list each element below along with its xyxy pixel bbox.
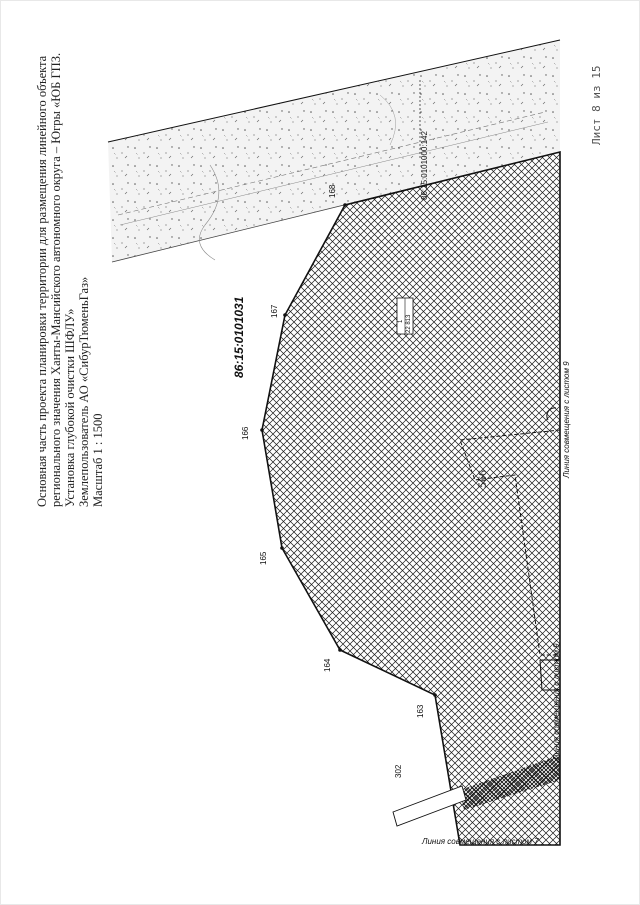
point-label-165: 165 — [259, 551, 268, 565]
plot-tag-area: 22 813 — [406, 314, 412, 333]
plot-tag-number: 1 — [398, 319, 404, 323]
point-label-163: 163 — [416, 704, 425, 718]
title-line-1: Основная часть проекта планировки территории для размещения линейного объекта — [35, 55, 49, 507]
combine-line-sheet7: Линия совмещения с листом 7 — [422, 837, 539, 846]
road-cadastral-number: 86:15:0101000:142 — [420, 131, 429, 200]
combine-line-sheet9: Линия совмещения с листом 9 — [562, 361, 571, 478]
point-label-164: 164 — [323, 658, 332, 672]
point-label-168: 168 — [328, 184, 337, 198]
title-line-2: регионального значения Ханты-Мансийского автономного округа – Югры «ЮБ ГПЗ. — [49, 52, 63, 507]
parcel-cadastral-number: 86:15:0101031 — [232, 296, 246, 378]
sheet-label: Лист 8 из 15 — [590, 65, 603, 145]
combine-line-sheet9-bottom: Линия совмещения с листом 9 — [552, 643, 561, 760]
scale-line: Масштаб 1 : 1500 — [91, 413, 105, 507]
title-line-3: Установка глубокой очистки ШФЛУ» — [63, 308, 77, 507]
land-user-line: Землепользователь АО «СибурТюменьГаз» — [77, 276, 91, 507]
parcel-polygon — [262, 152, 560, 845]
point-label-167: 167 — [270, 304, 279, 318]
point-label-166: 166 — [241, 426, 250, 440]
road-302-label: 302 — [394, 764, 403, 778]
